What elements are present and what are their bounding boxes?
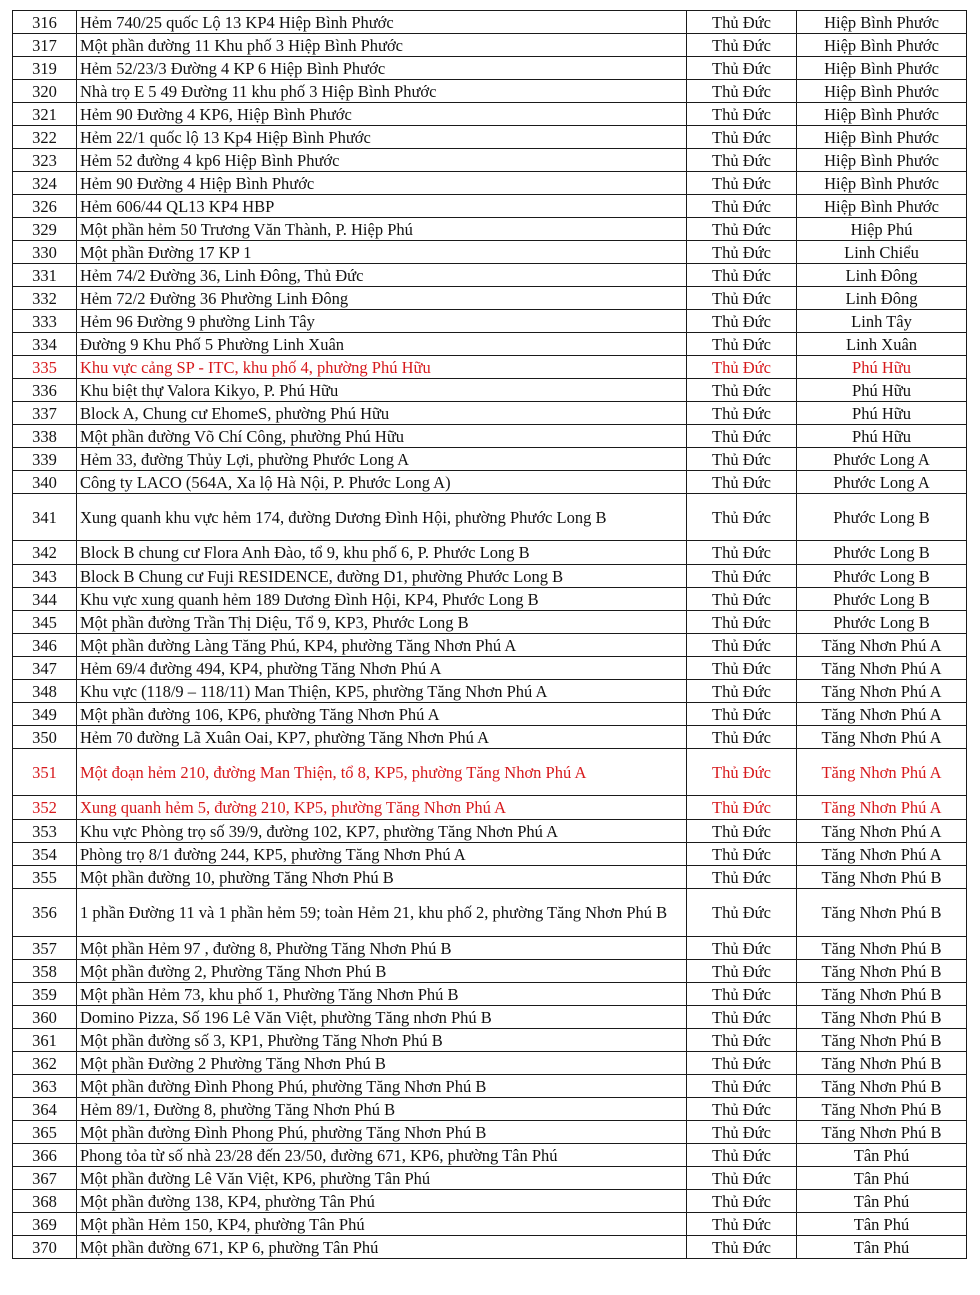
row-address: Nhà trọ E 5 49 Đường 11 khu phố 3 Hiệp Bình Phước (77, 80, 687, 103)
row-address: Hẻm 90 Đường 4 Hiệp Bình Phước (77, 172, 687, 195)
row-district: Thủ Đức (687, 726, 797, 749)
row-number: 357 (13, 937, 77, 960)
row-address: Một phần đường 106, KP6, phường Tăng Nhơn Phú A (77, 703, 687, 726)
row-number: 323 (13, 149, 77, 172)
row-ward: Linh Chiểu (797, 241, 967, 264)
row-address: Một phần Đường 17 KP 1 (77, 241, 687, 264)
row-address: Hẻm 96 Đường 9 phường Linh Tây (77, 310, 687, 333)
table-row (13, 80, 967, 103)
row-number: 346 (13, 634, 77, 657)
row-number: 345 (13, 611, 77, 634)
table-row (13, 611, 967, 634)
table-row (13, 126, 967, 149)
table-row (13, 1029, 967, 1052)
row-district: Thủ Đức (687, 1075, 797, 1098)
row-address: Một phần đường số 3, KP1, Phường Tăng Nhơn Phú B (77, 1029, 687, 1052)
row-ward: Tăng Nhơn Phú B (797, 1029, 967, 1052)
row-ward: Tân Phú (797, 1236, 967, 1259)
row-address: Một phần Hẻm 73, khu phố 1, Phường Tăng Nhơn Phú B (77, 983, 687, 1006)
row-number: 344 (13, 588, 77, 611)
row-district: Thủ Đức (687, 80, 797, 103)
row-ward: Tăng Nhơn Phú B (797, 866, 967, 889)
row-address: Khu biệt thự Valora Kikyo, P. Phú Hữu (77, 379, 687, 402)
row-district: Thủ Đức (687, 541, 797, 565)
row-number: 354 (13, 843, 77, 866)
row-number: 319 (13, 57, 77, 80)
row-district: Thủ Đức (687, 494, 797, 541)
row-ward: Tăng Nhơn Phú B (797, 983, 967, 1006)
row-ward: Phước Long A (797, 448, 967, 471)
row-address: Một phần đường Làng Tăng Phú, KP4, phường Tăng Nhơn Phú A (77, 634, 687, 657)
row-district: Thủ Đức (687, 703, 797, 726)
table-row (13, 588, 967, 611)
row-ward: Phú Hữu (797, 356, 967, 379)
row-number: 352 (13, 796, 77, 820)
row-number: 326 (13, 195, 77, 218)
row-district: Thủ Đức (687, 448, 797, 471)
row-address: Hẻm 740/25 quốc Lộ 13 KP4 Hiệp Bình Phước (77, 11, 687, 34)
row-address: Hẻm 74/2 Đường 36, Linh Đông, Thủ Đức (77, 264, 687, 287)
row-district: Thủ Đức (687, 1236, 797, 1259)
table-row (13, 796, 967, 820)
row-address: Hẻm 22/1 quốc lộ 13 Kp4 Hiệp Bình Phước (77, 126, 687, 149)
row-number: 363 (13, 1075, 77, 1098)
row-address: Block A, Chung cư EhomeS, phường Phú Hữu (77, 402, 687, 425)
table-row (13, 889, 967, 937)
row-address: Một phần đường 671, KP 6, phường Tân Phú (77, 1236, 687, 1259)
table-row (13, 241, 967, 264)
row-district: Thủ Đức (687, 1029, 797, 1052)
row-district: Thủ Đức (687, 425, 797, 448)
table-row (13, 680, 967, 703)
table-row (13, 1075, 967, 1098)
table-row (13, 494, 967, 541)
row-number: 370 (13, 1236, 77, 1259)
row-number: 336 (13, 379, 77, 402)
row-address: Khu vực Phòng trọ số 39/9, đường 102, KP7, phường Tăng Nhơn Phú A (77, 820, 687, 843)
row-address: Khu vực cảng SP - ITC, khu phố 4, phường Phú Hữu (77, 356, 687, 379)
row-number: 341 (13, 494, 77, 541)
row-ward: Hiệp Bình Phước (797, 195, 967, 218)
row-number: 366 (13, 1144, 77, 1167)
row-district: Thủ Đức (687, 1213, 797, 1236)
row-number: 332 (13, 287, 77, 310)
row-number: 351 (13, 749, 77, 796)
row-district: Thủ Đức (687, 983, 797, 1006)
row-ward: Tăng Nhơn Phú B (797, 889, 967, 937)
table-row (13, 287, 967, 310)
table-row (13, 402, 967, 425)
table-row (13, 1144, 967, 1167)
row-address: Một phần Đường 2 Phường Tăng Nhơn Phú B (77, 1052, 687, 1075)
row-number: 330 (13, 241, 77, 264)
row-address: Một phần đường 10, phường Tăng Nhơn Phú B (77, 866, 687, 889)
row-district: Thủ Đức (687, 1098, 797, 1121)
row-number: 350 (13, 726, 77, 749)
row-ward: Linh Đông (797, 287, 967, 310)
table-row (13, 843, 967, 866)
row-district: Thủ Đức (687, 310, 797, 333)
table-row (13, 1098, 967, 1121)
row-ward: Linh Xuân (797, 333, 967, 356)
row-ward: Tân Phú (797, 1213, 967, 1236)
row-district: Thủ Đức (687, 680, 797, 703)
table-row (13, 448, 967, 471)
row-ward: Tăng Nhơn Phú A (797, 680, 967, 703)
table-row (13, 541, 967, 565)
row-ward: Tăng Nhơn Phú A (797, 749, 967, 796)
row-number: 342 (13, 541, 77, 565)
row-address: Một phần đường Trần Thị Diệu, Tổ 9, KP3, Phước Long B (77, 611, 687, 634)
row-district: Thủ Đức (687, 889, 797, 937)
row-address: Khu vực xung quanh hẻm 189 Dương Đình Hội, KP4, Phước Long B (77, 588, 687, 611)
row-ward: Tăng Nhơn Phú B (797, 1006, 967, 1029)
row-district: Thủ Đức (687, 103, 797, 126)
row-district: Thủ Đức (687, 1052, 797, 1075)
row-number: 324 (13, 172, 77, 195)
row-ward: Tân Phú (797, 1190, 967, 1213)
row-address: Hẻm 33, đường Thủy Lợi, phường Phước Long A (77, 448, 687, 471)
table-row (13, 34, 967, 57)
row-district: Thủ Đức (687, 57, 797, 80)
row-district: Thủ Đức (687, 634, 797, 657)
row-number: 337 (13, 402, 77, 425)
row-district: Thủ Đức (687, 195, 797, 218)
table-row (13, 1190, 967, 1213)
row-number: 316 (13, 11, 77, 34)
row-address: Một phần hẻm 50 Trương Văn Thành, P. Hiệp Phú (77, 218, 687, 241)
row-ward: Phú Hữu (797, 379, 967, 402)
row-district: Thủ Đức (687, 749, 797, 796)
row-district: Thủ Đức (687, 866, 797, 889)
row-district: Thủ Đức (687, 172, 797, 195)
row-address: Domino Pizza, Số 196 Lê Văn Việt, phường Tăng nhơn Phú B (77, 1006, 687, 1029)
row-number: 321 (13, 103, 77, 126)
row-number: 339 (13, 448, 77, 471)
table-row (13, 937, 967, 960)
row-address: Một phần đường Lê Văn Việt, KP6, phường Tân Phú (77, 1167, 687, 1190)
row-address: Đường 9 Khu Phố 5 Phường Linh Xuân (77, 333, 687, 356)
row-ward: Tăng Nhơn Phú A (797, 796, 967, 820)
locations-table-body (13, 11, 967, 1259)
table-row (13, 310, 967, 333)
row-district: Thủ Đức (687, 287, 797, 310)
row-number: 340 (13, 471, 77, 494)
table-row (13, 1213, 967, 1236)
row-address: Hẻm 606/44 QL13 KP4 HBP (77, 195, 687, 218)
row-number: 329 (13, 218, 77, 241)
row-address: Công ty LACO (564A, Xa lộ Hà Nội, P. Phước Long A) (77, 471, 687, 494)
row-number: 362 (13, 1052, 77, 1075)
row-number: 338 (13, 425, 77, 448)
row-ward: Hiệp Bình Phước (797, 57, 967, 80)
table-row (13, 565, 967, 588)
row-district: Thủ Đức (687, 843, 797, 866)
row-ward: Tăng Nhơn Phú B (797, 937, 967, 960)
row-address: Phòng trọ 8/1 đường 244, KP5, phường Tăng Nhơn Phú A (77, 843, 687, 866)
row-number: 322 (13, 126, 77, 149)
table-row (13, 11, 967, 34)
row-ward: Hiệp Bình Phước (797, 34, 967, 57)
row-ward: Hiệp Bình Phước (797, 11, 967, 34)
row-number: 334 (13, 333, 77, 356)
row-number: 360 (13, 1006, 77, 1029)
row-ward: Tăng Nhơn Phú B (797, 1121, 967, 1144)
row-address: Hẻm 52/23/3 Đường 4 KP 6 Hiệp Bình Phước (77, 57, 687, 80)
row-district: Thủ Đức (687, 11, 797, 34)
row-ward: Phước Long B (797, 565, 967, 588)
table-row (13, 960, 967, 983)
row-address: Hẻm 89/1, Đường 8, phường Tăng Nhơn Phú B (77, 1098, 687, 1121)
row-number: 368 (13, 1190, 77, 1213)
row-address: Hẻm 69/4 đường 494, KP4, phường Tăng Nhơn Phú A (77, 657, 687, 680)
table-row (13, 1236, 967, 1259)
row-address: Hẻm 90 Đường 4 KP6, Hiệp Bình Phước (77, 103, 687, 126)
row-ward: Tăng Nhơn Phú A (797, 657, 967, 680)
row-ward: Tăng Nhơn Phú A (797, 634, 967, 657)
table-row (13, 726, 967, 749)
row-district: Thủ Đức (687, 379, 797, 402)
table-row (13, 1052, 967, 1075)
row-number: 356 (13, 889, 77, 937)
table-row (13, 1167, 967, 1190)
table-row (13, 57, 967, 80)
row-ward: Phước Long B (797, 494, 967, 541)
table-row (13, 634, 967, 657)
row-ward: Linh Đông (797, 264, 967, 287)
row-district: Thủ Đức (687, 356, 797, 379)
row-district: Thủ Đức (687, 149, 797, 172)
table-row (13, 218, 967, 241)
row-ward: Tăng Nhơn Phú B (797, 1052, 967, 1075)
row-ward: Hiệp Phú (797, 218, 967, 241)
row-district: Thủ Đức (687, 1190, 797, 1213)
locations-table (12, 10, 967, 1259)
row-number: 333 (13, 310, 77, 333)
row-number: 347 (13, 657, 77, 680)
row-ward: Tăng Nhơn Phú B (797, 1075, 967, 1098)
row-address: Một phần đường 2, Phường Tăng Nhơn Phú B (77, 960, 687, 983)
row-district: Thủ Đức (687, 241, 797, 264)
row-ward: Phước Long B (797, 541, 967, 565)
row-ward: Tăng Nhơn Phú B (797, 960, 967, 983)
row-district: Thủ Đức (687, 588, 797, 611)
row-ward: Hiệp Bình Phước (797, 149, 967, 172)
row-number: 331 (13, 264, 77, 287)
row-district: Thủ Đức (687, 1167, 797, 1190)
row-number: 367 (13, 1167, 77, 1190)
row-ward: Tân Phú (797, 1167, 967, 1190)
row-ward: Hiệp Bình Phước (797, 172, 967, 195)
row-number: 320 (13, 80, 77, 103)
row-district: Thủ Đức (687, 333, 797, 356)
row-district: Thủ Đức (687, 796, 797, 820)
row-address: Khu vực (118/9 – 118/11) Man Thiện, KP5, phường Tăng Nhơn Phú A (77, 680, 687, 703)
table-row (13, 983, 967, 1006)
row-ward: Hiệp Bình Phước (797, 126, 967, 149)
row-address: Xung quanh khu vực hẻm 174, đường Dương Đình Hội, phường Phước Long B (77, 494, 687, 541)
row-address: Một phần đường Đình Phong Phú, phường Tăng Nhơn Phú B (77, 1121, 687, 1144)
row-address: Block B chung cư Flora Anh Đào, tổ 9, khu phố 6, P. Phước Long B (77, 541, 687, 565)
row-address: Một phần đường 138, KP4, phường Tân Phú (77, 1190, 687, 1213)
row-ward: Tăng Nhơn Phú A (797, 843, 967, 866)
row-district: Thủ Đức (687, 960, 797, 983)
row-ward: Tăng Nhơn Phú A (797, 703, 967, 726)
row-number: 358 (13, 960, 77, 983)
row-number: 369 (13, 1213, 77, 1236)
row-district: Thủ Đức (687, 565, 797, 588)
row-ward: Phú Hữu (797, 402, 967, 425)
row-number: 365 (13, 1121, 77, 1144)
row-number: 343 (13, 565, 77, 588)
row-ward: Tăng Nhơn Phú A (797, 726, 967, 749)
row-address: Xung quanh hẻm 5, đường 210, KP5, phường Tăng Nhơn Phú A (77, 796, 687, 820)
row-address: Một phần đường Võ Chí Công, phường Phú Hữu (77, 425, 687, 448)
table-row (13, 425, 967, 448)
row-ward: Phú Hữu (797, 425, 967, 448)
table-row (13, 1006, 967, 1029)
row-number: 361 (13, 1029, 77, 1052)
row-district: Thủ Đức (687, 1121, 797, 1144)
row-district: Thủ Đức (687, 34, 797, 57)
row-ward: Phước Long A (797, 471, 967, 494)
row-address: Một đoạn hẻm 210, đường Man Thiện, tổ 8, KP5, phường Tăng Nhơn Phú A (77, 749, 687, 796)
row-district: Thủ Đức (687, 1006, 797, 1029)
table-row (13, 1121, 967, 1144)
table-row (13, 657, 967, 680)
row-ward: Hiệp Bình Phước (797, 103, 967, 126)
table-row (13, 172, 967, 195)
table-row (13, 264, 967, 287)
row-ward: Linh Tây (797, 310, 967, 333)
row-address: Một phần đường 11 Khu phố 3 Hiệp Bình Phước (77, 34, 687, 57)
table-row (13, 356, 967, 379)
row-number: 353 (13, 820, 77, 843)
row-district: Thủ Đức (687, 471, 797, 494)
row-address: Hẻm 52 đường 4 kp6 Hiệp Bình Phước (77, 149, 687, 172)
row-address: Hẻm 72/2 Đường 36 Phường Linh Đông (77, 287, 687, 310)
row-number: 335 (13, 356, 77, 379)
row-ward: Tăng Nhơn Phú B (797, 1098, 967, 1121)
row-district: Thủ Đức (687, 657, 797, 680)
row-number: 349 (13, 703, 77, 726)
row-district: Thủ Đức (687, 937, 797, 960)
row-district: Thủ Đức (687, 402, 797, 425)
row-address: Một phần Hẻm 97 , đường 8, Phường Tăng Nhơn Phú B (77, 937, 687, 960)
row-district: Thủ Đức (687, 264, 797, 287)
table-row (13, 703, 967, 726)
table-row (13, 195, 967, 218)
row-district: Thủ Đức (687, 126, 797, 149)
row-ward: Hiệp Bình Phước (797, 80, 967, 103)
table-row (13, 471, 967, 494)
row-ward: Phước Long B (797, 588, 967, 611)
row-district: Thủ Đức (687, 1144, 797, 1167)
row-district: Thủ Đức (687, 218, 797, 241)
row-ward: Phước Long B (797, 611, 967, 634)
row-number: 359 (13, 983, 77, 1006)
row-address: Phong tỏa từ số nhà 23/28 đến 23/50, đường 671, KP6, phường Tân Phú (77, 1144, 687, 1167)
row-number: 348 (13, 680, 77, 703)
row-address: Block B Chung cư Fuji RESIDENCE, đường D1, phường Phước Long B (77, 565, 687, 588)
row-address: Một phần Hẻm 150, KP4, phường Tân Phú (77, 1213, 687, 1236)
row-number: 317 (13, 34, 77, 57)
row-address: 1 phần Đường 11 và 1 phần hẻm 59; toàn Hẻm 21, khu phố 2, phường Tăng Nhơn Phú B (77, 889, 687, 937)
row-number: 355 (13, 866, 77, 889)
table-row (13, 866, 967, 889)
table-row (13, 820, 967, 843)
row-address: Một phần đường Đình Phong Phú, phường Tăng Nhơn Phú B (77, 1075, 687, 1098)
table-row (13, 749, 967, 796)
row-address: Hẻm 70 đường Lã Xuân Oai, KP7, phường Tăng Nhơn Phú A (77, 726, 687, 749)
row-district: Thủ Đức (687, 820, 797, 843)
table-row (13, 333, 967, 356)
table-row (13, 103, 967, 126)
table-row (13, 149, 967, 172)
row-district: Thủ Đức (687, 611, 797, 634)
row-number: 364 (13, 1098, 77, 1121)
row-ward: Tân Phú (797, 1144, 967, 1167)
table-row (13, 379, 967, 402)
row-ward: Tăng Nhơn Phú A (797, 820, 967, 843)
